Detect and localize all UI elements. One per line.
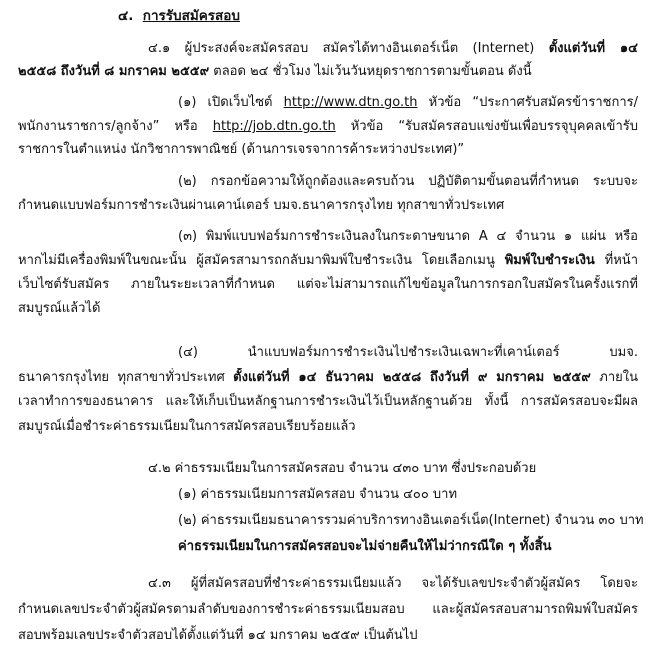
fee-item-application: (๑) ค่าธรรมเนียมการสมัครสอบ จำนวน ๔๐๐ บาท [178,487,458,502]
job-website-link[interactable]: http://job.dtn.go.th [212,119,336,134]
item-text: ธนาคารกรุงไทย ทุกสาขาทั่วประเทศ [18,370,234,385]
item-4-1-4-line-4: สมบูรณ์เมื่อชำระค่าธรรมเนียมในการสมัครสอบเรียบร้อยแล้ว [18,419,356,434]
section-number: ๔. [118,8,134,24]
para-4-3-line-3: สอบพร้อมเลขประจำตัวสอบได้ตั้งแต่วันที่ ๑๔ มกราคม ๒๕๕๙ เป็นต้นไป [18,628,418,643]
section-heading [118,6,240,28]
item-text: ภายใน [590,370,638,385]
item-text: ที่หน้า [594,253,638,268]
print-payment-menu: พิมพ์ใบชำระเงิน [504,253,595,268]
para-4-3-line-2: กำหนดเลขประจำตัวผู้สมัครตามลำดับของการชำระค่าธรรมเนียมสอบ และผู้สมัครสอบสามารถพิมพ์ใบสมัคร [18,602,638,617]
fee-item-bank: (๒) ค่าธรรมเนียมธนาคารรวมค่าบริการทางอินเตอร์เน็ต(Internet) จำนวน ๓๐ บาท [178,513,644,528]
para-4-1-line-1 [148,39,638,61]
para-4-1-text: ๔.๑ ผู้ประสงค์จะสมัครสอบ สมัครได้ทางอินเตอร์เน็ต (Internet) [148,41,549,56]
para-4-1-line-2 [18,62,532,84]
para-4-3-line-1: ๔.๓ ผู้ที่สมัครสอบที่ชำระค่าธรรมเนียมแล้ว จะได้รับเลขประจำตัวผู้สมัคร โดยจะ [148,576,638,591]
non-refundable-note: ค่าธรรมเนียมในการสมัครสอบจะไม่จ่ายคืนให้ไม่ว่ากรณีใด ๆ ทั้งสิ้น [178,539,552,554]
item-4-1-2-line-2: กำหนดแบบฟอร์มการชำระเงินผ่านเคาน์เตอร์ บมจ.ธนาคารกรุงไทย ทุกสาขาทั่วประเทศ [18,198,505,213]
para-4-1-date-end: ๒๕๕๘ ถึงวันที่ ๘ มกราคม ๒๕๕๙ [18,64,210,79]
item-text: หัวข้อ “รับสมัครสอบแข่งขันเพื่อบรรจุบุคคลเข้ารับ [335,119,638,134]
payment-period: ตั้งแต่วันที่ ๑๔ ธันวาคม ๒๕๕๘ ถึงวันที่ ๙ มกราคม ๒๕๕๙ [233,370,591,385]
dtn-website-link[interactable]: http://www.dtn.go.th [283,95,418,110]
item-4-1-1-line-3: ราชการในตำแหน่ง นักวิชาการพาณิชย์ (ด้านการเจรจาการค้าระหว่างประเทศ)” [18,142,465,157]
item-text: (๑) เปิดเว็บไซต์ [178,95,284,110]
item-4-1-3-line-1: (๓) พิมพ์แบบฟอร์มการชำระเงินลงในกระดาษขนาด A ๔ จำนวน ๑ แผ่น หรือ [178,229,638,244]
para-4-1-text-2: ตลอด ๒๔ ชั่วโมง ไม่เว้นวันหยุดราชการตามขั้นตอน ดังนี้ [209,64,532,79]
item-4-1-2-line-1: (๒) กรอกข้อความให้ถูกต้องและครบถ้วน ปฏิบัติตามขั้นตอนที่กำหนด ระบบจะ [178,174,638,189]
para-4-2-line-1: ๔.๒ ค่าธรรมเนียมในการสมัครสอบ จำนวน ๔๓๐ บาท ซึ่งประกอบด้วย [148,461,537,476]
section-title: การรับสมัครสอบ [142,8,240,24]
item-4-1-3-line-2 [18,251,638,273]
item-4-1-1-line-2 [18,117,638,139]
item-text: พนักงานราชการ/ลูกจ้าง” หรือ [18,119,213,134]
item-text: หัวข้อ “ประกาศรับสมัครข้าราชการ/ [417,95,638,110]
item-4-1-4-line-1: (๔) นำแบบฟอร์มการชำระเงินไปชำระเงินเฉพาะที่เคาน์เตอร์ บมจ. [178,345,638,360]
item-4-1-4-line-2 [18,368,638,390]
item-4-1-3-line-3: เว็บไซต์รับสมัคร ภายในระยะเวลาที่กำหนด แต่จะไม่สามารถแก้ไขข้อมูลในการกรอกใบสมัครในครั้งแรกที่ [18,277,638,292]
item-4-1-3-line-4: สมบูรณ์แล้วได้ [18,301,101,316]
para-4-1-date-start: ตั้งแต่วันที่ ๑๔ [548,41,638,56]
item-text: หากไม่มีเครื่องพิมพ์ในขณะนั้น ผู้สมัครสามารถกลับมาพิมพ์ใบชำระเงิน โดยเลือกเมนู [18,253,505,268]
item-4-1-1-line-1 [178,93,638,115]
item-4-1-4-line-3: เวลาทำการของธนาคาร และให้เก็บเป็นหลักฐานการชำระเงินไว้เป็นหลักฐานด้วย ทั้งนี้ การสมัครสอบจะมีผล [18,394,638,409]
